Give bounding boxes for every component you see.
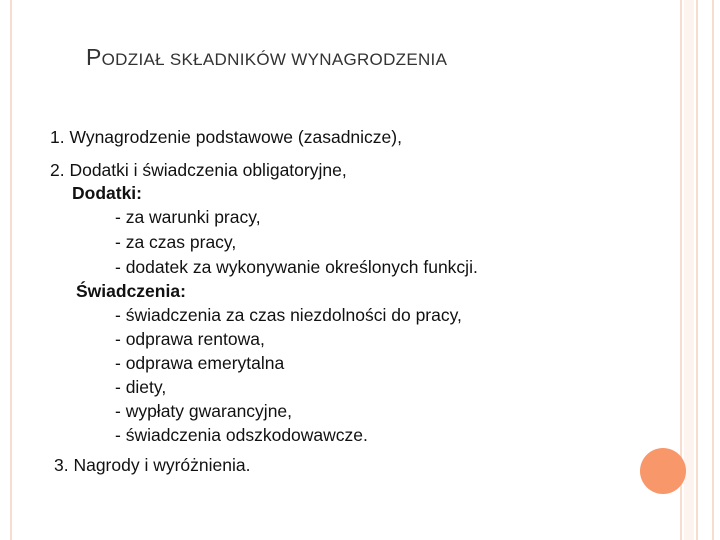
list-item: - wypłaty gwarancyjne,: [115, 401, 293, 421]
title-initial: P: [86, 44, 102, 70]
list-item: 1. Wynagrodzenie podstawowe (zasadnicze),: [50, 127, 402, 147]
list-item: - diety,: [115, 377, 167, 397]
list-item: - świadczenia odszkodowawcze.: [115, 425, 368, 445]
decorative-band: [684, 0, 694, 540]
list-item: - za warunki pracy,: [115, 207, 261, 227]
title-rest: ODZIAŁ SKŁADNIKÓW WYNAGRODZENIA: [101, 50, 448, 69]
list-item: 2. Dodatki i świadczenia obligatoryjne,: [50, 160, 347, 180]
right-border-stripe: [696, 0, 698, 540]
list-item: - odprawa emerytalna: [115, 353, 285, 373]
slide-title: [86, 44, 447, 71]
decorative-circle: [640, 448, 686, 494]
section-heading-dodatki: Dodatki:: [72, 183, 142, 203]
section-heading-swiadczenia: Świadczenia:: [76, 281, 186, 301]
list-item: 3. Nagrody i wyróżnienia.: [54, 455, 251, 475]
list-item: - dodatek za wykonywanie określonych funkcji.: [115, 257, 478, 277]
list-item: - za czas pracy,: [115, 232, 237, 252]
right-border-stripe: [712, 0, 714, 540]
left-border-stripe: [10, 0, 12, 540]
list-item: - świadczenia za czas niezdolności do pracy,: [115, 305, 462, 325]
list-item: - odprawa rentowa,: [115, 329, 265, 349]
